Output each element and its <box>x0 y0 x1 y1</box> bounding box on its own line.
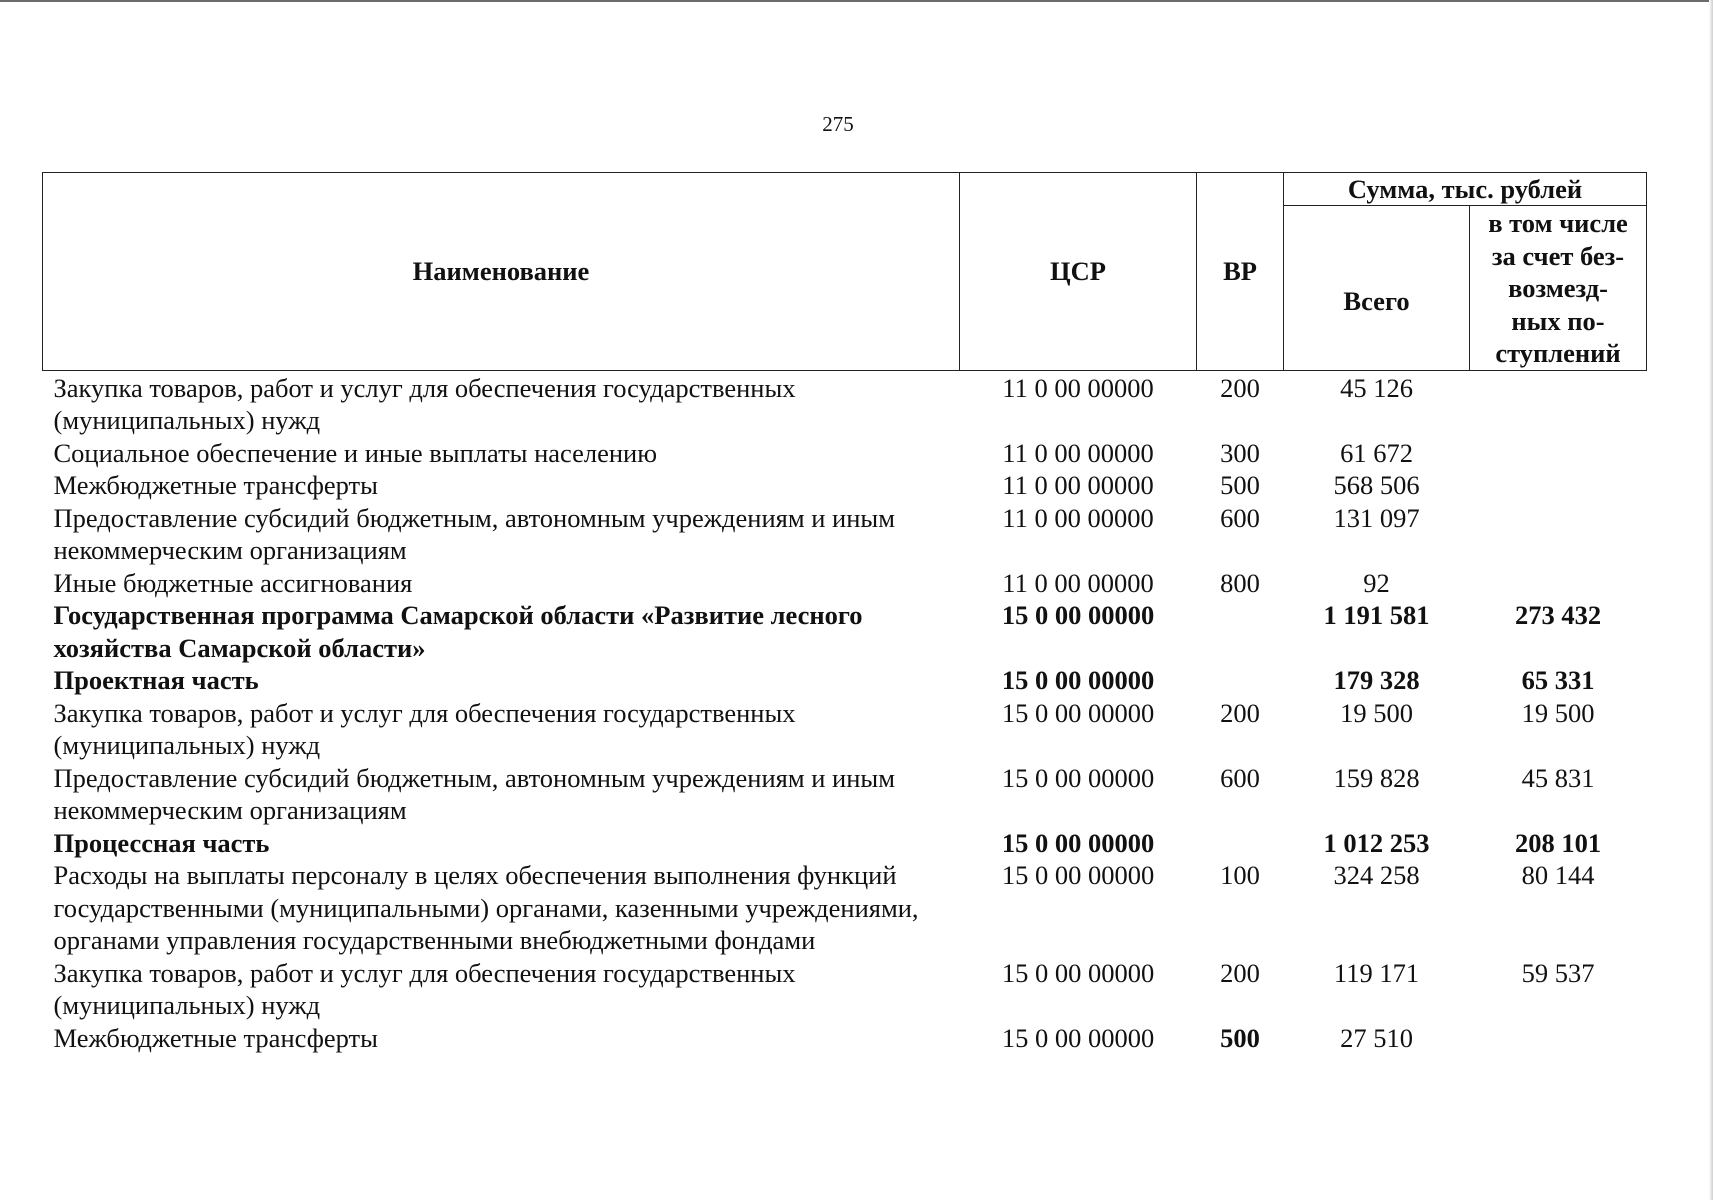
scan-border-top <box>0 0 1713 2</box>
table-row <box>43 469 1647 502</box>
row-free-cell <box>1470 502 1647 567</box>
row-vr-cell: 200 <box>1220 697 1260 728</box>
row-name-cell: Предоставление субсидий бюджетным, автономным учреждениям и иным некоммерческим организациям <box>53 762 895 825</box>
row-csr-cell: 15 0 00 00000 <box>1001 1022 1155 1053</box>
row-free-cell: 19 500 <box>1521 697 1595 728</box>
row-name-cell: Закупка товаров, работ и услуг для обеспечения государственных (муниципальных) нужд <box>53 372 796 435</box>
table-row <box>43 437 1647 470</box>
row-name-cell: Расходы на выплаты персоналу в целях обеспечения выполнения функций государственными (муниципальными) органами, казенными учреждениями, органами управления государственными внебюджетными фондами <box>53 860 919 955</box>
row-vr-cell: 500 <box>1220 1022 1260 1053</box>
row-name-cell: Закупка товаров, работ и услуг для обеспечения государственных (муниципальных) нужд <box>53 697 796 760</box>
row-name-cell: Закупка товаров, работ и услуг для обеспечения государственных (муниципальных) нужд <box>53 957 796 1020</box>
row-total-cell: 19 500 <box>1340 697 1413 728</box>
row-vr-cell: 800 <box>1220 567 1260 598</box>
row-free-cell: 59 537 <box>1521 957 1595 988</box>
row-csr-cell: 15 0 00 00000 <box>1001 860 1155 890</box>
table-row <box>43 957 1647 1022</box>
header-incl-free: в том числе за счет без- возмезд- ных по- ступлений <box>1470 206 1647 371</box>
row-name-cell: Процессная часть <box>53 827 270 858</box>
header-vr: ВР <box>1197 173 1284 371</box>
row-total-cell: 1 191 581 <box>1323 600 1430 630</box>
table-row <box>43 370 1647 437</box>
row-total-cell: 324 258 <box>1333 860 1420 890</box>
header-total: Всего <box>1284 206 1470 371</box>
header-sum-group: Сумма, тыс. рублей <box>1284 173 1647 206</box>
row-free-cell: 273 432 <box>1514 600 1602 630</box>
table-row <box>43 599 1647 664</box>
header-csr: ЦСР <box>960 173 1197 371</box>
row-csr-cell: 15 0 00 00000 <box>1001 762 1155 793</box>
row-vr-cell: 500 <box>1220 470 1260 500</box>
row-free-cell <box>1470 437 1647 470</box>
row-vr-cell: 100 <box>1220 860 1260 890</box>
row-total-cell: 568 506 <box>1333 470 1420 500</box>
page-number: 275 <box>822 112 854 136</box>
row-total-cell: 92 <box>1363 567 1390 598</box>
row-vr-cell <box>1197 827 1284 860</box>
row-total-cell: 61 672 <box>1340 437 1413 468</box>
row-total-cell: 159 828 <box>1333 762 1420 793</box>
row-csr-cell: 11 0 00 00000 <box>1002 502 1154 533</box>
table-row <box>43 1022 1647 1055</box>
row-name-cell: Межбюджетные трансферты <box>53 470 378 500</box>
row-csr-cell: 15 0 00 00000 <box>1001 665 1155 695</box>
table-row <box>43 502 1647 567</box>
row-vr-cell: 300 <box>1220 437 1260 468</box>
row-vr-cell: 600 <box>1220 502 1260 533</box>
row-csr-cell: 11 0 00 00000 <box>1002 437 1154 468</box>
row-vr-cell: 200 <box>1220 372 1260 403</box>
row-total-cell: 179 328 <box>1333 665 1420 695</box>
scan-border-right <box>1709 0 1713 1200</box>
row-free-cell: 80 144 <box>1521 860 1595 890</box>
row-csr-cell: 11 0 00 00000 <box>1002 567 1154 598</box>
row-free-cell <box>1470 469 1647 502</box>
row-total-cell: 1 012 253 <box>1323 827 1430 858</box>
row-total-cell: 119 171 <box>1333 957 1420 988</box>
row-csr-cell: 15 0 00 00000 <box>1001 957 1155 988</box>
row-name-cell: Иные бюджетные ассигнования <box>53 567 413 598</box>
row-free-cell: 208 101 <box>1514 827 1602 858</box>
table-body <box>43 370 1647 1054</box>
row-total-cell: 45 126 <box>1340 372 1413 403</box>
row-free-cell: 65 331 <box>1521 665 1595 695</box>
budget-table <box>42 172 1647 1054</box>
row-free-cell <box>1470 1022 1647 1055</box>
table-row <box>43 762 1647 827</box>
row-name-cell: Государственная программа Самарской области «Развитие лесного хозяйства Самарской области» <box>53 600 863 663</box>
row-name-cell: Межбюджетные трансферты <box>53 1022 378 1053</box>
row-vr-cell <box>1197 599 1284 664</box>
row-name-cell: Предоставление субсидий бюджетным, автономным учреждениям и иным некоммерческим организациям <box>53 502 895 565</box>
table-row <box>43 859 1647 957</box>
row-csr-cell: 15 0 00 00000 <box>1001 827 1155 858</box>
table-row <box>43 827 1647 860</box>
row-total-cell: 131 097 <box>1333 502 1420 533</box>
table-row <box>43 567 1647 600</box>
row-free-cell: 45 831 <box>1521 762 1595 793</box>
row-free-cell <box>1470 567 1647 600</box>
row-name-cell: Социальное обеспечение и иные выплаты населению <box>53 437 658 468</box>
table-header <box>43 173 1647 371</box>
row-vr-cell <box>1197 664 1284 697</box>
row-total-cell: 27 510 <box>1340 1022 1413 1053</box>
row-csr-cell: 15 0 00 00000 <box>1001 697 1155 728</box>
header-name: Наименование <box>43 173 960 371</box>
row-csr-cell: 11 0 00 00000 <box>1002 470 1154 500</box>
table-row <box>43 697 1647 762</box>
row-csr-cell: 15 0 00 00000 <box>1001 600 1155 630</box>
row-name-cell: Проектная часть <box>53 665 259 695</box>
table-row <box>43 664 1647 697</box>
row-free-cell <box>1470 370 1647 437</box>
row-csr-cell: 11 0 00 00000 <box>1002 372 1154 403</box>
row-vr-cell: 600 <box>1220 762 1260 793</box>
row-vr-cell: 200 <box>1220 957 1260 988</box>
